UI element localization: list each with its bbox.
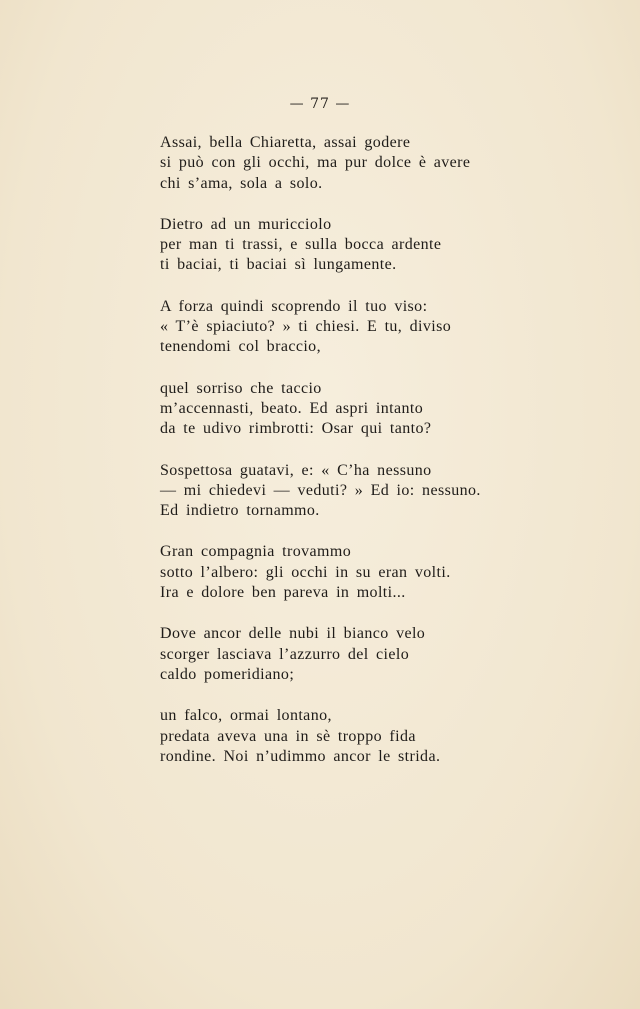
stanza [160, 706, 490, 767]
verse-line: Dove ancor delle nubi il bianco velo [160, 625, 426, 643]
verse-line: « T’è spiaciuto? » ti chiesi. E tu, diviso [160, 318, 452, 336]
verse-line: ti baciai, ti baciai sì lungamente. [160, 256, 397, 274]
verse-line: A forza quindi scoprendo il tuo viso: [160, 297, 428, 315]
verse-line: chi s’ama, sola a solo. [160, 174, 323, 192]
stanza [160, 133, 490, 194]
stanza [160, 215, 490, 276]
verse-line: Ed indietro tornammo. [160, 502, 320, 520]
verse-line: Sospettosa guatavi, e: « C’ha nessuno [160, 461, 432, 479]
verse-line: rondine. Noi n’udimmo ancor le strida. [160, 747, 441, 765]
stanza [160, 297, 490, 358]
verse-line: — mi chiedevi — veduti? » Ed io: nessuno. [160, 481, 481, 499]
verse-line: predata aveva una in sè troppo fida [160, 727, 416, 745]
verse-line: un falco, ormai lontano, [160, 707, 332, 725]
stanza [160, 542, 490, 603]
verse-line: Gran compagnia trovammo [160, 543, 352, 561]
verse-line: da te udivo rimbrotti: Osar qui tanto? [160, 420, 432, 438]
page-number: — 77 — [289, 96, 351, 112]
verse-line: m’accennasti, beato. Ed aspri intanto [160, 399, 424, 417]
stanza [160, 624, 490, 685]
verse-line: Dietro ad un muricciolo [160, 215, 332, 233]
verse-line: caldo pomeridiano; [160, 665, 295, 683]
stanza [160, 379, 490, 440]
verse-line: si può con gli occhi, ma pur dolce è avere [160, 154, 471, 172]
verse-line: per man ti trassi, e sulla bocca ardente [160, 236, 442, 254]
verse-line: scorger lasciava l’azzurro del cielo [160, 645, 410, 663]
stanza [160, 461, 490, 522]
verse-line: sotto l’albero: gli occhi in su eran volti. [160, 563, 451, 581]
verse-line: tenendomi col braccio, [160, 338, 321, 356]
verse-line: Ira e dolore ben pareva in molti... [160, 584, 406, 602]
poem [160, 133, 490, 788]
verse-line: quel sorriso che taccio [160, 379, 322, 397]
verse-line: Assai, bella Chiaretta, assai godere [160, 134, 411, 151]
